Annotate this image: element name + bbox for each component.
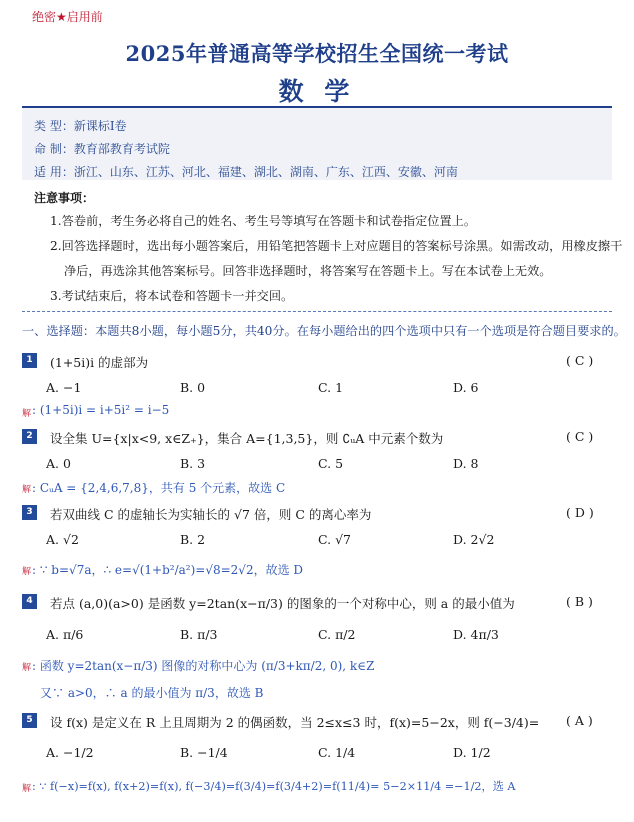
option-d: D. 4π/3 bbox=[453, 627, 499, 642]
option-a: A. −1 bbox=[46, 380, 82, 395]
option-b: B. 2 bbox=[180, 532, 206, 547]
solution-label: 解 bbox=[22, 409, 32, 419]
question-answer: ( D ) bbox=[566, 505, 594, 520]
option-d: D. 2√2 bbox=[453, 532, 495, 547]
note-1: 1.答卷前，考生务必将自己的姓名、考生号等填写在答题卡和试卷指定位置上。 bbox=[50, 214, 477, 228]
solution-label: 解 bbox=[22, 485, 32, 495]
solution-label: 解 bbox=[22, 784, 32, 794]
solution-text: : 函数 y=2tan(x−π/3) 图像的对称中心为 (π/3+kπ/2, 0), k∈Z bbox=[32, 659, 375, 673]
question-text: (1+5i)i 的虚部为 bbox=[50, 355, 149, 370]
question-text: 设 f(x) 是定义在 R 上且周期为 2 的偶函数，当 2≤x≤3 时，f(x)=5−2x，则 f(−3/4)= bbox=[50, 715, 540, 730]
note-3: 3.考试结束后，将本试卷和答题卡一并交回。 bbox=[50, 289, 294, 303]
question-number-badge: 3 bbox=[22, 505, 37, 520]
secret-label: 绝密★启用前 bbox=[32, 10, 103, 24]
option-b: B. 0 bbox=[180, 380, 206, 395]
question-number-badge: 1 bbox=[22, 353, 37, 368]
option-d: D. 1/2 bbox=[453, 745, 491, 760]
question-answer: ( B ) bbox=[566, 594, 593, 609]
solution-label: 解 bbox=[22, 663, 32, 673]
section-heading: 一、选择题：本题共8小题，每小题5分，共40分。在每小题给出的四个选项中只有一个选项是符合题目要求的。 bbox=[22, 324, 626, 338]
question-answer: ( C ) bbox=[566, 429, 594, 444]
option-a: A. 0 bbox=[46, 456, 71, 471]
option-c: C. 1/4 bbox=[318, 745, 356, 760]
section-divider bbox=[22, 311, 612, 312]
notes-heading: 注意事项： bbox=[34, 191, 95, 205]
option-c: C. 1 bbox=[318, 380, 344, 395]
question-text: 若点 (a,0)(a>0) 是函数 y=2tan(x−π/3) 的图象的一个对称中心，则 a 的最小值为 bbox=[50, 596, 515, 611]
option-d: D. 6 bbox=[453, 380, 479, 395]
option-d: D. 8 bbox=[453, 456, 479, 471]
info-regions: 适 用：浙江、山东、江苏、河北、福建、湖北、湖南、广东、江西、安徽、河南 bbox=[34, 165, 458, 179]
question-number-badge: 5 bbox=[22, 713, 37, 728]
note-2: 2.回答选择题时，选出每小题答案后，用铅笔把答题卡上对应题目的答案标号涂黑。如需改动，用橡皮擦干 bbox=[50, 239, 623, 253]
info-type: 类 型：新课标Ⅰ卷 bbox=[34, 119, 127, 133]
option-c: C. √7 bbox=[318, 532, 351, 547]
question-number-badge: 2 bbox=[22, 429, 37, 444]
solution-text: : ∵ b=√7a，∴ e=√(1+b²/a²)=√8=2√2，故选 D bbox=[32, 563, 304, 577]
option-b: B. −1/4 bbox=[180, 745, 228, 760]
option-a: A. π/6 bbox=[46, 627, 84, 642]
question-number-badge: 4 bbox=[22, 594, 37, 609]
option-b: B. 3 bbox=[180, 456, 206, 471]
option-b: B. π/3 bbox=[180, 627, 218, 642]
question-answer: ( C ) bbox=[566, 353, 594, 368]
exam-title: 2025年普通高等学校招生全国统一考试 bbox=[125, 41, 509, 66]
note-2-cont: 净后，再选涂其他答案标号。回答非选择题时，将答案写在答题卡上。写在本试卷上无效。 bbox=[64, 264, 552, 278]
solution-text: : CᵤA = {2,4,6,7,8}，共有 5 个元素，故选 C bbox=[32, 481, 286, 495]
option-a: A. −1/2 bbox=[46, 745, 94, 760]
option-a: A. √2 bbox=[46, 532, 79, 547]
question-text: 设全集 U={x|x<9, x∈Z₊}，集合 A={1,3,5}，则 ∁ᵤA 中元素个数为 bbox=[50, 431, 444, 446]
solution-text: : (1+5i)i = i+5i² = i−5 bbox=[32, 403, 170, 417]
solution-label: 解 bbox=[22, 567, 32, 577]
solution-text: : ∵ f(−x)=f(x), f(x+2)=f(x), f(−3/4)=f(3/4)=f(3/4+2)=f(11/4)= 5−2×11/4 =−1/2，选 A bbox=[32, 780, 516, 793]
option-c: C. π/2 bbox=[318, 627, 356, 642]
question-answer: ( A ) bbox=[566, 713, 593, 728]
solution-text-2: 又∵ a>0，∴ a 的最小值为 π/3，故选 B bbox=[40, 686, 264, 700]
subject-title: 数 学 bbox=[278, 77, 356, 106]
question-text: 若双曲线 C 的虚轴长为实轴长的 √7 倍，则 C 的离心率为 bbox=[50, 507, 372, 522]
info-maker: 命 制：教育部教育考试院 bbox=[34, 142, 170, 156]
option-c: C. 5 bbox=[318, 456, 344, 471]
